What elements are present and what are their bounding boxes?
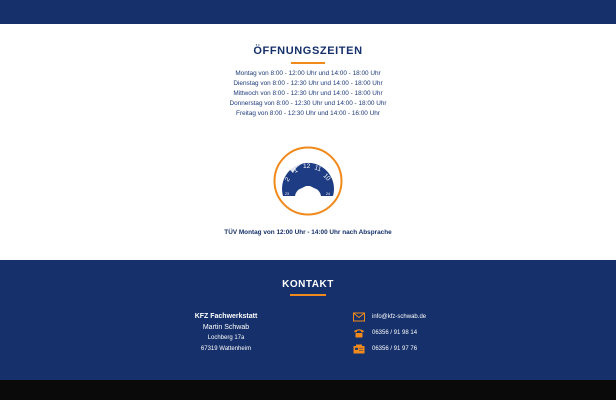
contact-title-underline bbox=[290, 294, 326, 296]
fax-icon bbox=[353, 344, 365, 354]
city-address: 67319 Wattenheim bbox=[200, 346, 252, 352]
badge-year-left: 23 bbox=[285, 192, 289, 196]
owner-name: Martin Schwab bbox=[202, 324, 250, 331]
hours-line-friday: Freitag von 8:00 - 12:30 Uhr und 14:00 - 16:00 Uhr bbox=[236, 110, 380, 117]
email-row[interactable] bbox=[353, 311, 426, 323]
phone-number[interactable]: 06356 / 91 98 14 bbox=[372, 330, 418, 336]
phone-icon bbox=[353, 328, 365, 338]
fax-number[interactable]: 06356 / 91 97 76 bbox=[372, 346, 418, 352]
badge-number-1: 1 bbox=[292, 166, 300, 175]
tuv-note: TÜV Montag von 12:00 Uhr - 14:00 Uhr nach Absprache bbox=[224, 229, 392, 236]
hours-line-monday: Montag von 8:00 - 12:00 Uhr und 14:00 - 18:00 Uhr bbox=[235, 70, 381, 77]
hours-line-thursday: Donnerstag von 8:00 - 12:30 Uhr und 14:00 - 18:00 Uhr bbox=[229, 100, 387, 107]
badge-number-10: 10 bbox=[321, 172, 332, 183]
phone-row[interactable] bbox=[353, 327, 417, 339]
hours-line-wednesday: Mittwoch von 8:00 - 12:30 Uhr und 14:00 - 18:00 Uhr bbox=[233, 90, 383, 97]
contact-title: KONTAKT bbox=[282, 279, 334, 290]
company-name: KFZ Fachwerkstatt bbox=[194, 313, 258, 320]
contact-section bbox=[0, 260, 616, 380]
hours-line-tuesday: Dienstag von 8:00 - 12:30 Uhr und 14:00 - 18:00 Uhr bbox=[233, 80, 383, 87]
badge-number-2: 2 bbox=[283, 176, 292, 184]
title-underline bbox=[291, 62, 325, 64]
address-block bbox=[186, 311, 266, 355]
badge-year-right: 24 bbox=[326, 192, 330, 196]
opening-hours-title: ÖFFNUNGSZEITEN bbox=[253, 45, 363, 57]
badge-number-11: 11 bbox=[313, 164, 323, 174]
tuv-badge-icon bbox=[273, 146, 343, 216]
bottom-bar bbox=[0, 380, 616, 400]
opening-hours-list bbox=[0, 69, 616, 119]
top-bar bbox=[0, 0, 616, 24]
street-address: Lochberg 17a bbox=[207, 335, 245, 341]
email-link[interactable]: info@kfz-schwab.de bbox=[372, 314, 427, 320]
envelope-icon bbox=[353, 312, 365, 322]
badge-number-12: 12 bbox=[303, 163, 311, 170]
opening-hours-section bbox=[0, 24, 616, 260]
fax-row[interactable] bbox=[353, 343, 417, 355]
